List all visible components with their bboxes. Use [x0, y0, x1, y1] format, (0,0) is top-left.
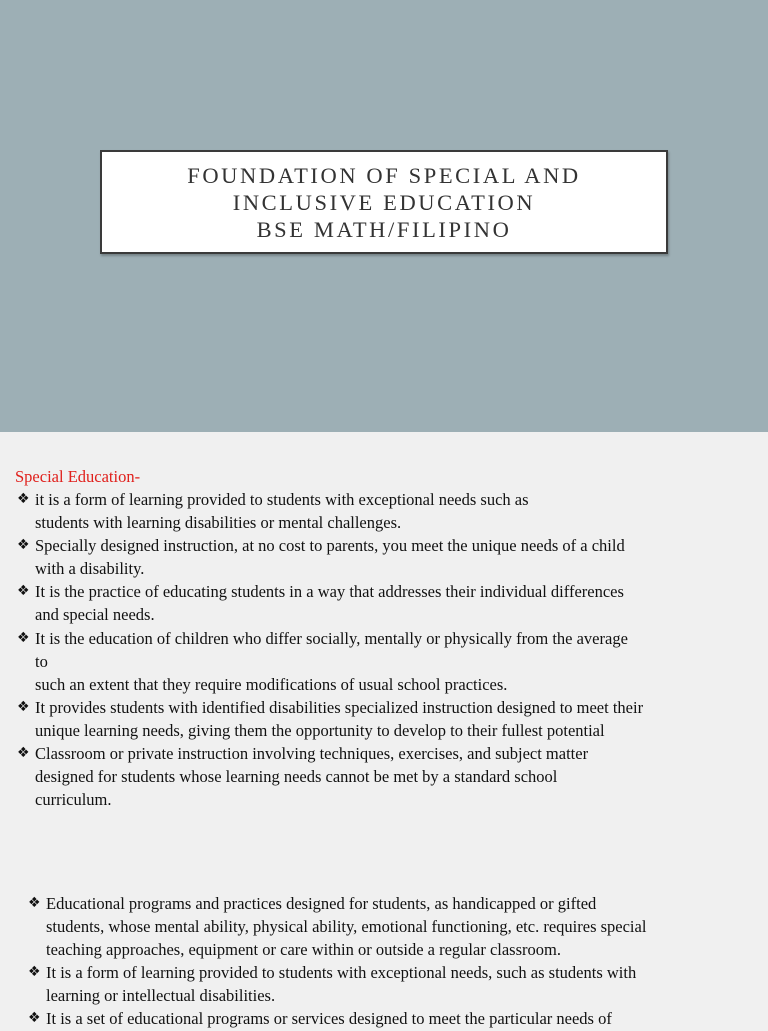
diamond-bullet-icon: ❖: [17, 629, 30, 646]
definitions-slide: [0, 866, 768, 1029]
bullet-line: it is a form of learning provided to students with exceptional needs such as: [35, 490, 529, 509]
bullet-line: It is a form of learning provided to students with exceptional needs, such as students with: [46, 963, 637, 983]
list-item: [17, 580, 757, 626]
title-line-2: INCLUSIVE EDUCATION: [232, 189, 536, 215]
list-item: [28, 961, 758, 1007]
title-line-1: FOUNDATION OF SPECIAL AND: [187, 162, 581, 188]
title-line-3: BSE MATH/FILIPINO: [256, 216, 512, 242]
list-item: [17, 742, 757, 811]
bullet-line: with a disability.: [35, 559, 145, 579]
bullet-line: Specially designed instruction, at no cost to parents, you meet the unique needs of a child: [35, 536, 625, 556]
diamond-bullet-icon: ❖: [28, 895, 41, 911]
bullet-list: [28, 892, 758, 1031]
bullet-line: teaching approaches, equipment or care within or outside a regular classroom.: [46, 940, 561, 960]
diamond-bullet-icon: ❖: [28, 964, 41, 981]
diamond-bullet-icon: ❖: [17, 491, 30, 507]
bullet-line: It provides students with identified disabilities specialized instruction designed to meet their: [35, 697, 644, 717]
bullet-line: It is the practice of educating students in a way that addresses their individual differences: [35, 582, 624, 602]
bullet-line: students with learning disabilities or mental challenges.: [35, 513, 402, 533]
list-item: [17, 696, 757, 742]
bullet-line: to: [35, 651, 48, 671]
bullet-line: curriculum.: [35, 790, 112, 810]
list-item: [17, 534, 757, 580]
diamond-bullet-icon: ❖: [17, 698, 30, 715]
bullet-line: learning or intellectual disabilities.: [46, 986, 276, 1006]
bullet-line: students, whose mental ability, physical ability, emotional functioning, etc. requires special: [46, 917, 647, 937]
title-box: [100, 150, 668, 254]
diamond-bullet-icon: ❖: [17, 583, 30, 600]
diamond-bullet-icon: ❖: [28, 1010, 41, 1027]
bullet-line: It is a set of educational programs or services designed to meet the particular needs of: [46, 1009, 612, 1029]
bullet-line: and special needs.: [35, 605, 155, 625]
diamond-bullet-icon: ❖: [17, 745, 30, 762]
bullet-list: [17, 488, 757, 811]
bullet-line: Educational programs and practices designed for students, as handicapped or gifted: [46, 894, 597, 913]
list-item: [28, 892, 758, 961]
bullet-line: such an extent that they require modifications of usual school practices.: [35, 674, 508, 694]
list-item: [17, 627, 757, 696]
special-education-slide: [0, 432, 768, 866]
list-item: [17, 488, 757, 534]
diamond-bullet-icon: ❖: [17, 537, 30, 554]
bullet-line: designed for students whose learning needs cannot be met by a standard school: [35, 767, 558, 787]
title-slide: [0, 0, 768, 432]
bullet-line: unique learning needs, giving them the opportunity to develop to their fullest potential: [35, 720, 605, 740]
bullet-line: Classroom or private instruction involving techniques, exercises, and subject matter: [35, 744, 589, 764]
bullet-line: It is the education of children who differ socially, mentally or physically from the average: [35, 628, 628, 648]
list-item: [28, 1007, 758, 1030]
section-heading: Special Education-: [15, 467, 141, 486]
